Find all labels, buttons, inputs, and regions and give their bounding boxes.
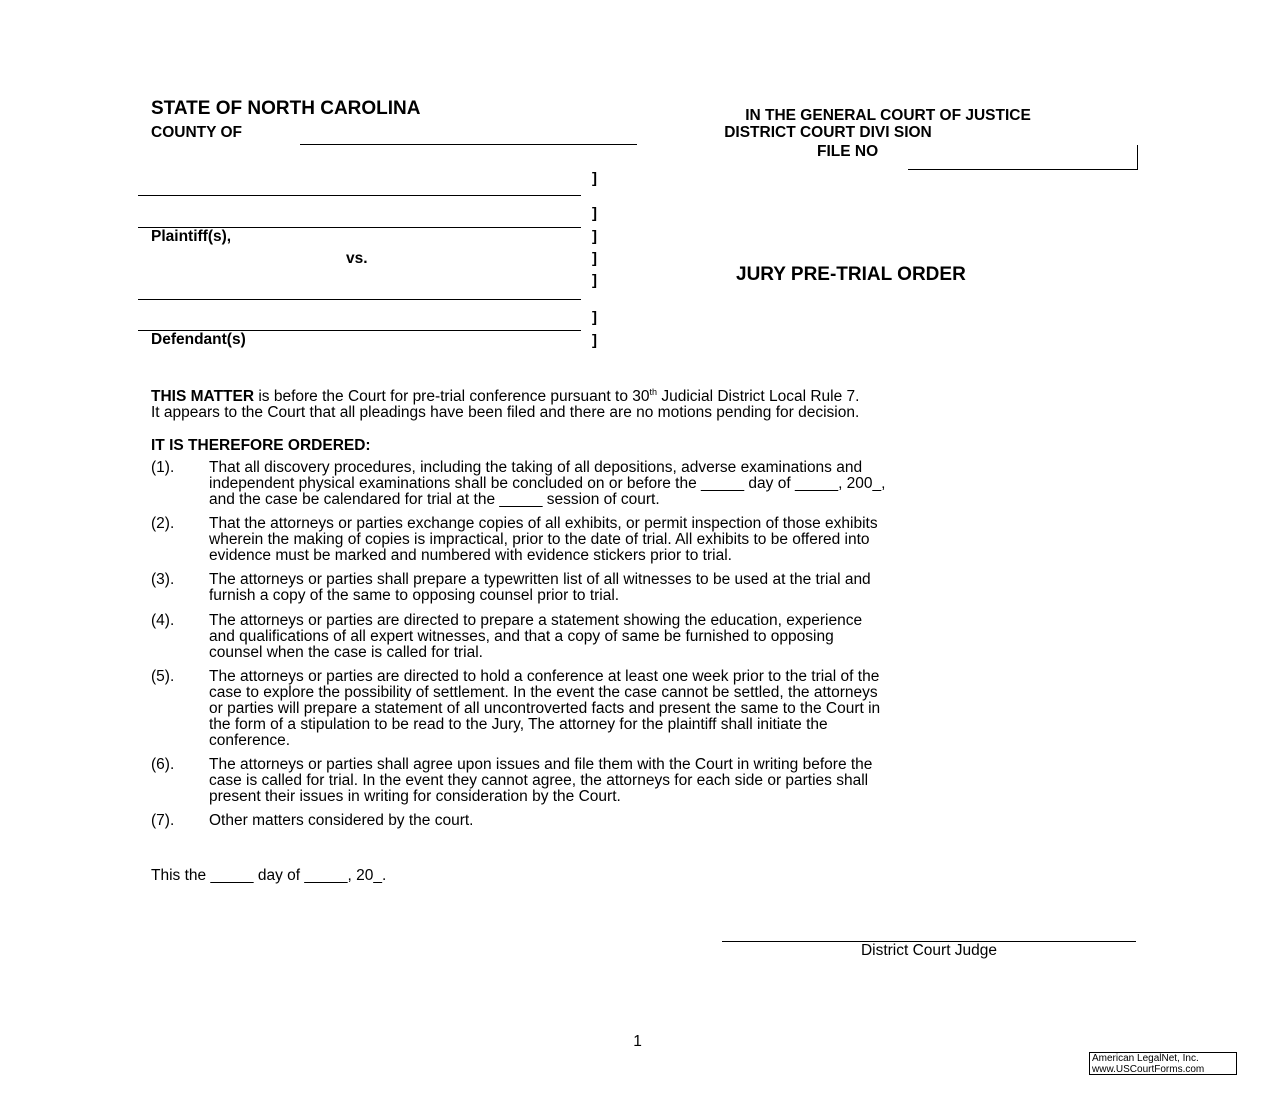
intro-paragraph xyxy=(151,386,1131,421)
item-line: The attorneys or parties are directed to hold a conference at least one week prior to the trial of the xyxy=(209,668,880,685)
signature-label: District Court Judge xyxy=(860,942,998,959)
page-number: 1 xyxy=(633,1033,642,1050)
item-line: counsel when the case is called for trial. xyxy=(209,644,483,661)
item-line: wherein the making of copies is impractical, prior to the date of trial. All exhibits to be offered into xyxy=(209,531,870,548)
intro-text-b: Judicial District Local Rule 7. xyxy=(657,388,860,405)
court-name-line1: IN THE GENERAL COURT OF JUSTICE xyxy=(745,107,1031,124)
intro-lead: THIS MATTER xyxy=(151,388,255,405)
intro-superscript: th xyxy=(649,386,658,397)
item-line: That the attorneys or parties exchange copies of all exhibits, or permit inspection of those exhibits xyxy=(209,515,878,532)
file-no-line xyxy=(908,169,1137,170)
county-label: COUNTY OF xyxy=(151,124,242,141)
item-line: case is called for trial. In the event they cannot agree, the attorneys for each side or parties shall xyxy=(209,772,869,789)
file-no-box-edge xyxy=(1137,145,1138,170)
item-line: independent physical examinations shall be concluded on or before the _____ day of _____, 200_, xyxy=(209,475,886,492)
item-line: The attorneys or parties are directed to prepare a statement showing the education, experience xyxy=(209,612,863,629)
item-line: The attorneys or parties shall prepare a typewritten list of all witnesses to be used at the trial and xyxy=(209,571,871,588)
item-number: (2). xyxy=(151,515,175,532)
caption-bracket: ] xyxy=(592,228,597,245)
plaintiff-line-1 xyxy=(138,195,581,196)
item-line: or parties will prepare a statement of all uncontroverted facts and present the same to the Court in xyxy=(209,700,881,717)
caption-bracket: ] xyxy=(592,205,597,222)
item-line: present their issues in writing for consideration by the Court. xyxy=(209,788,621,805)
item-number: (1). xyxy=(151,459,175,476)
caption-bracket: ] xyxy=(592,309,597,326)
caption-bracket: ] xyxy=(592,170,597,187)
caption-bracket: ] xyxy=(592,332,597,349)
plaintiff-label: Plaintiff(s), xyxy=(151,228,232,245)
ordered-heading: IT IS THEREFORE ORDERED: xyxy=(151,437,371,454)
item-number: (7). xyxy=(151,812,175,829)
publisher-name: American LegalNet, Inc. xyxy=(1092,1053,1199,1064)
versus-label: vs. xyxy=(346,250,368,267)
file-no-label: FILE NO xyxy=(817,143,879,160)
state-heading: STATE OF NORTH CAROLINA xyxy=(151,98,421,119)
court-division-line2: DISTRICT COURT DIVI SION xyxy=(724,124,932,141)
caption-bracket: ] xyxy=(592,272,597,289)
item-line: and qualifications of all expert witnesses, and that a copy of same be furnished to opposing xyxy=(209,628,834,645)
date-line: This the _____ day of _____, 20_. xyxy=(151,867,387,884)
item-line: furnish a copy of the same to opposing counsel prior to trial. xyxy=(209,587,620,604)
item-line: evidence must be marked and numbered with evidence stickers prior to trial. xyxy=(209,547,732,564)
defendant-line-1 xyxy=(138,299,581,300)
defendant-label: Defendant(s) xyxy=(151,331,246,348)
item-line: That all discovery procedures, including the taking of all depositions, adverse examinations and xyxy=(209,459,863,476)
intro-text-a: is before the Court for pre-trial conference pursuant to 30 xyxy=(254,388,650,405)
item-number: (3). xyxy=(151,571,175,588)
item-line: Other matters considered by the court. xyxy=(209,812,474,829)
item-line: and the case be calendared for trial at the _____ session of court. xyxy=(209,491,660,508)
caption-bracket: ] xyxy=(592,250,597,267)
item-line: The attorneys or parties shall agree upon issues and file them with the Court in writing before the xyxy=(209,756,873,773)
county-blank-line xyxy=(300,144,637,145)
item-line: case to explore the possibility of settlement. In the event the case cannot be settled, the attorneys xyxy=(209,684,878,701)
item-number: (4). xyxy=(151,612,175,629)
item-line: conference. xyxy=(209,732,290,749)
intro-line-2: It appears to the Court that all pleadings have been filed and there are no motions pending for decision. xyxy=(151,404,860,421)
item-line: the form of a stipulation to be read to the Jury, The attorney for the plaintiff shall initiate the xyxy=(209,716,828,733)
item-number: (5). xyxy=(151,668,175,685)
publisher-footer-box xyxy=(1089,1052,1237,1075)
item-number: (6). xyxy=(151,756,175,773)
publisher-url: www.USCourtForms.com xyxy=(1092,1064,1205,1075)
document-title: JURY PRE-TRIAL ORDER xyxy=(736,264,966,285)
